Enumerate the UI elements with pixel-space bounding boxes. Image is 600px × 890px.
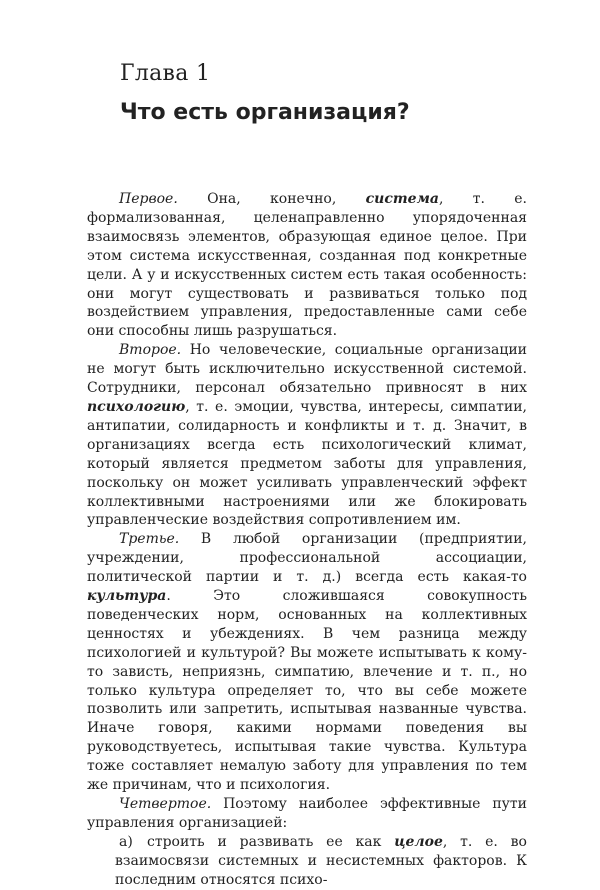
paragraph-fourth	[87, 795, 527, 833]
list-marker: а)	[119, 833, 133, 850]
paragraph-lead: Второе.	[119, 342, 182, 359]
paragraph-text: В любой организации (предприятии, учреждении, профессиональной ассоциации, политической партии и т. д.) всегда есть какая-то	[87, 531, 527, 586]
paragraph-text: Она, конечно,	[177, 191, 366, 207]
key-term: система	[365, 191, 439, 207]
paragraph-third	[87, 530, 527, 795]
paragraph-text: . Это сложившаяся совокупность поведенческих норм, основанных на коллективных ценностях и убеждениях. В чем разница между психологией и культурой? Вы можете испытывать к кому-то зависть, неприязнь, симпатию, влечение и т. п., но только культура определяет то, что вы себе можете позволить или запретить, испытывая названные чувства. Иначе говоря, какими нормами поведения вы руководствуетесь, испытывая такие чувства. Культура тоже составляет немалую заботу для управления по тем же причинам, что и психология.	[87, 588, 527, 794]
paragraph-lead: Четвертое.	[119, 796, 212, 812]
chapter-title: Что есть организация?	[120, 100, 410, 125]
paragraph-text: Поэтому наиболее эффективные пути управления организацией:	[87, 796, 527, 831]
chapter-label: Глава 1	[120, 61, 211, 86]
paragraph-lead: Первое.	[119, 191, 178, 207]
key-term: целое	[394, 833, 443, 850]
paragraph-text: Но человеческие, социальные организации не могут быть исключительно искусственной системой. Сотрудники, персонал обязательно привносят в них	[87, 342, 527, 397]
paragraph-text: , т. е. эмоции, чувства, интересы, симпатии, антипатии, солидарность и конфликты и т. д. Значит, в организациях всегда есть психологический климат, который является предметом заботы для управления, поскольку он может усиливать управленческий эффект коллективными настроениями или же блокировать управленческие воздействия сопротивлением им.	[87, 398, 527, 529]
list-text: строить и развивать ее как	[147, 833, 395, 850]
list-text: , т. е. во взаимосвязи системных и несистемных факторов. К последним относятся психо-	[115, 833, 527, 888]
list-item	[87, 833, 527, 890]
key-term: психологию	[87, 398, 186, 415]
paragraph-first	[87, 190, 527, 341]
key-term: культура	[87, 588, 167, 605]
body-text	[87, 190, 527, 890]
paragraph-second	[87, 341, 527, 530]
paragraph-text: , т. е. формализованная, целенаправленно упорядоченная взаимосвязь элементов, образующая единое целое. При этом система искусственная, созданная под конкретные цели. А у и искусственных систем есть такая особенность: они могут существовать и развиваться только под воздействием управления, предоставленные сами себе они способны лишь разрушаться.	[87, 191, 527, 340]
paragraph-lead: Третье.	[119, 531, 180, 548]
